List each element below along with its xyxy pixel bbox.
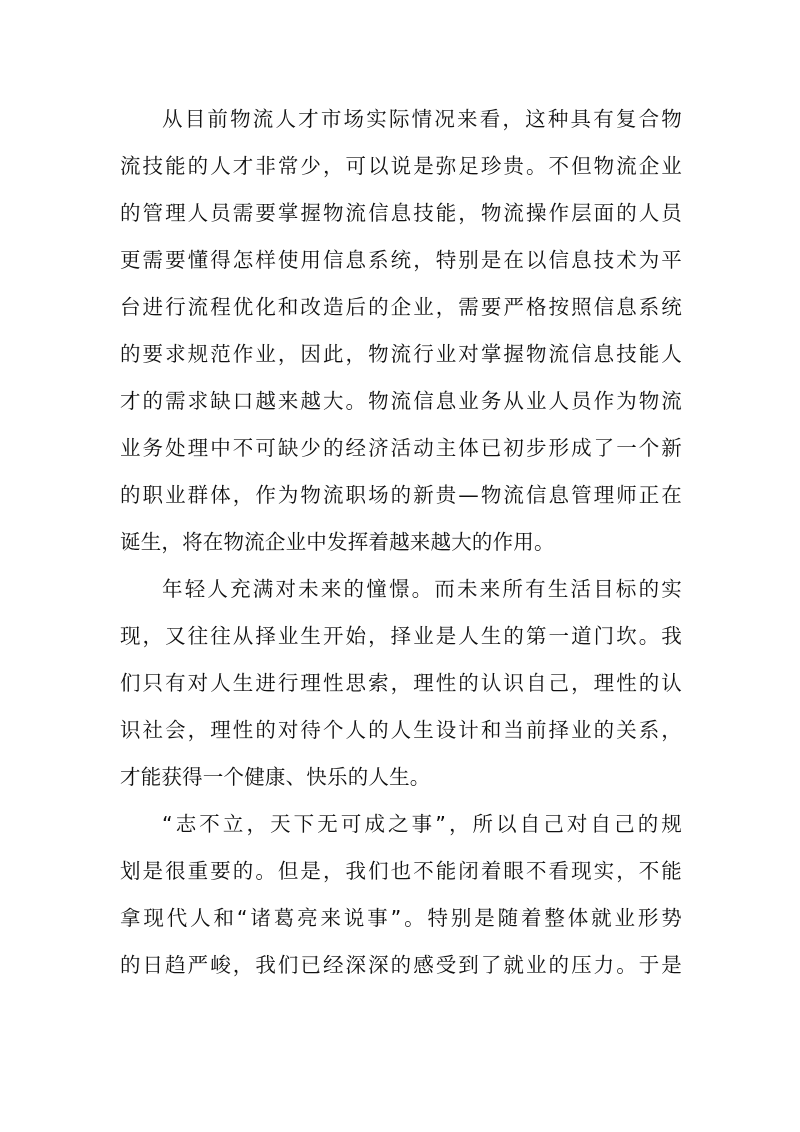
paragraph-1-line-7: 才的需求缺口越来越大。物流信息业务从业人员作为物流 [120,389,682,413]
paragraph-2-line-4: 识社会，理性的对待个人的人生设计和当前择业的关系， [120,718,682,742]
paragraph-1-line-3: 的管理人员需要掌握物流信息技能，物流操作层面的人员 [120,201,682,225]
paragraph-1-line-10: 诞生，将在物流企业中发挥着越来越大的作用。 [120,530,555,554]
paragraph-2-line-2: 现，又往往从择业生开始，择业是人生的第一道门坎。我 [120,624,682,648]
paragraph-1-line-2: 流技能的人才非常少，可以说是弥足珍贵。不但物流企业 [120,154,682,178]
paragraph-2-line-5: 才能获得一个健康、快乐的人生。 [120,765,431,789]
paragraph-3-line-1: “志不立，天下无可成之事”，所以自己对自己的规 [162,812,682,836]
paragraph-1-line-8: 业务处理中不可缺少的经济活动主体已初步形成了一个新 [120,436,682,460]
paragraph-3-line-3: 拿现代人和“诸葛亮来说事”。特别是随着整体就业形势 [120,906,682,930]
paragraph-1-line-9: 的职业群体，作为物流职场的新贵—物流信息管理师正在 [120,483,682,507]
paragraph-1-line-6: 的要求规范作业，因此，物流行业对掌握物流信息技能人 [120,342,682,366]
paragraph-1-line-1: 从目前物流人才市场实际情况来看，这种具有复合物 [162,107,682,131]
paragraph-3-line-4: 的日趋严峻，我们已经深深的感受到了就业的压力。于是 [120,953,682,977]
paragraph-1-line-4: 更需要懂得怎样使用信息系统，特别是在以信息技术为平 [120,248,682,272]
paragraph-2-line-3: 们只有对人生进行理性思索，理性的认识自己，理性的认 [120,671,682,695]
paragraph-2-line-1: 年轻人充满对未来的憧憬。而未来所有生活目标的实 [162,577,682,601]
paragraph-1-line-5: 台进行流程优化和改造后的企业，需要严格按照信息系统 [120,295,682,319]
paragraph-3-line-2: 划是很重要的。但是，我们也不能闭着眼不看现实，不能 [120,859,682,883]
